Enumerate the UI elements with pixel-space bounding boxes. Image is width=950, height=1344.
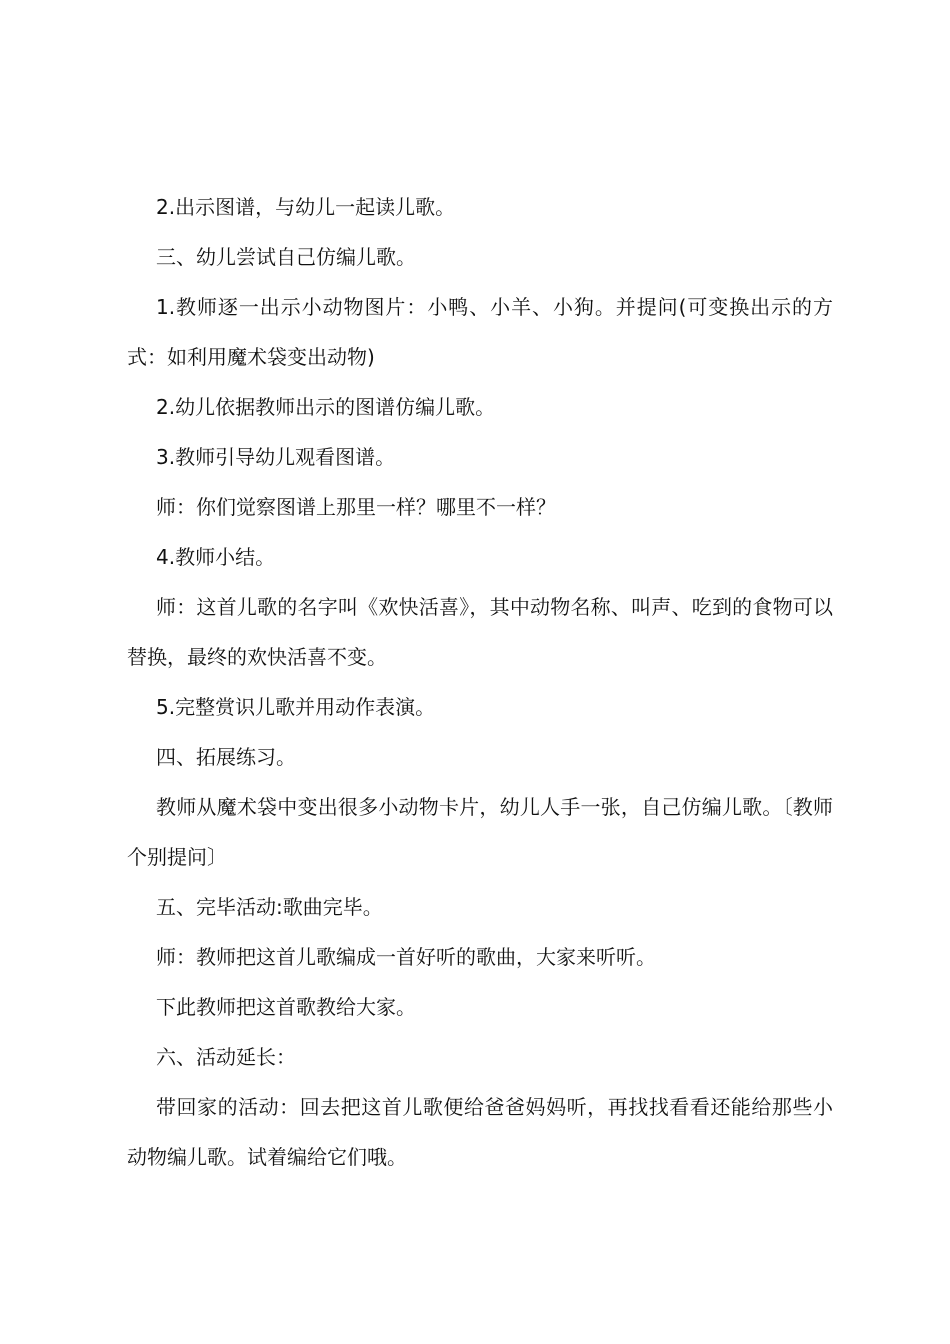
- paragraph-teacher-question: 师：你们觉察图谱上那里一样？哪里不一样？: [156, 495, 556, 519]
- paragraph-home-activity: 带回家的活动：回去把这首儿歌便给爸爸妈妈听，再找找看看还能给那些小动物编儿歌。试着编给它们哦。: [127, 1095, 833, 1169]
- paragraph-step-2-read: 2.出示图谱，与幼儿一起读儿歌。: [156, 195, 456, 219]
- paragraph-teacher-song: 师：教师把这首儿歌编成一首好听的歌曲，大家来听听。: [156, 945, 656, 969]
- paragraph-step-3-observe: 3.教师引导幼儿观看图谱。: [156, 445, 396, 469]
- paragraph-extension-practice: 教师从魔术袋中变出很多小动物卡片，幼儿人手一张，自己仿编儿歌。〔教师个别提问〕: [127, 795, 833, 869]
- paragraph-step-5-perform: 5.完整赏识儿歌并用动作表演。: [156, 695, 436, 719]
- paragraph-step-4-summary: 4.教师小结。: [156, 545, 276, 569]
- section-heading-5: 五、完毕活动:歌曲完毕。: [156, 895, 383, 919]
- paragraph-step-1-show-animals: 1.教师逐一出示小动物图片：小鸭、小羊、小狗。并提问(可变换出示的方式：如利用魔术袋变出动物): [127, 295, 833, 369]
- paragraph-teach-song: 下此教师把这首歌教给大家。: [156, 995, 416, 1019]
- section-heading-4: 四、拓展练习。: [156, 745, 296, 769]
- document-body: [127, 182, 833, 1182]
- paragraph-step-2-imitate: 2.幼儿依据教师出示的图谱仿编儿歌。: [156, 395, 496, 419]
- section-heading-3: 三、幼儿尝试自己仿编儿歌。: [156, 245, 416, 269]
- paragraph-teacher-summary: 师：这首儿歌的名字叫《欢快活喜》，其中动物名称、叫声、吃到的食物可以替换，最终的欢快活喜不变。: [127, 595, 833, 669]
- section-heading-6: 六、活动延长：: [156, 1045, 296, 1069]
